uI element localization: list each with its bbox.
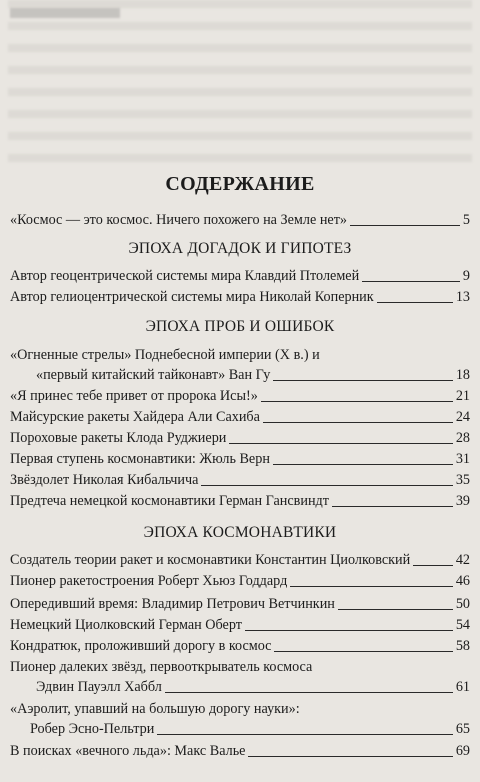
entry-page: 18: [455, 367, 470, 383]
toc-entry: [10, 470, 470, 490]
section-heading: ЭПОХА ПРОБ И ОШИБОК: [145, 318, 335, 335]
entry-text: Пионер ракетостроения Роберт Хьюз Годдард: [10, 573, 288, 589]
dot-leader: [274, 651, 452, 652]
dot-leader: [201, 485, 452, 486]
toc-entry: [10, 699, 470, 739]
toc-title: СОДЕРЖАНИЕ: [165, 173, 315, 195]
entry-text-continued: Робер Эсно-Пельтри: [30, 721, 155, 737]
entry-text: «Огненные стрелы» Поднебесной империи (X в.) и: [10, 347, 320, 363]
section-heading: ЭПОХА ДОГАДОК И ГИПОТЕЗ: [128, 240, 352, 257]
entry-text-continued: Эдвин Пауэлл Хаббл: [36, 679, 162, 695]
toc-entry: [10, 345, 470, 385]
toc-entry: [10, 287, 470, 307]
entry-text: Пионер далеких звёзд, первооткрыватель космоса: [10, 659, 313, 675]
entry-text: Предтеча немецкой космонавтики Герман Гансвиндт: [10, 493, 329, 509]
entry-page: 39: [455, 493, 470, 509]
entry-page: 54: [455, 617, 470, 633]
toc-entry: [10, 428, 470, 448]
entry-page: 61: [455, 679, 470, 695]
dot-leader: [377, 302, 453, 303]
toc-entry: [10, 615, 470, 635]
dot-leader: [362, 281, 460, 282]
toc-entry: [10, 657, 470, 697]
entry-page: 31: [455, 451, 470, 467]
toc-entry: [10, 407, 470, 427]
entry-text: Немецкий Циолковский Герман Оберт: [10, 617, 242, 633]
dot-leader: [332, 506, 453, 507]
entry-page: 65: [455, 721, 470, 737]
dot-leader: [413, 565, 453, 566]
entry-page: 13: [455, 289, 470, 305]
entry-text: «Аэролит, упавший на большую дорогу науки»:: [10, 701, 300, 717]
entry-text: Опередивший время: Владимир Петрович Ветчинкин: [10, 596, 335, 612]
entry-text: Первая ступень космонавтики: Жюль Верн: [10, 451, 270, 467]
entry-text: Создатель теории ракет и космонавтики Константин Циолковский: [10, 552, 411, 568]
dot-leader: [338, 609, 453, 610]
entry-page: 46: [455, 573, 470, 589]
entry-page: 5: [462, 212, 470, 228]
entry-text: Автор гелиоцентрической системы мира Николай Коперник: [10, 289, 374, 305]
entry-page: 50: [455, 596, 470, 612]
section-heading: ЭПОХА КОСМОНАВТИКИ: [143, 524, 337, 541]
entry-page: 42: [455, 552, 470, 568]
dot-leader: [165, 692, 453, 693]
entry-page: 9: [462, 268, 470, 284]
entry-page: 21: [455, 388, 470, 404]
toc-entry: [10, 571, 470, 591]
dot-leader: [229, 443, 452, 444]
entry-text: В поисках «вечного льда»: Макс Валье: [10, 743, 246, 759]
entry-text: Автор геоцентрической системы мира Клавдий Птолемей: [10, 268, 360, 284]
entry-text: Звёздолет Николая Кибальчича: [10, 472, 199, 488]
toc-entry: [10, 266, 470, 286]
entry-page: 35: [455, 472, 470, 488]
entry-page: 58: [455, 638, 470, 654]
entry-text-continued: «первый китайский тайконавт» Ван Гу: [36, 367, 271, 383]
dot-leader: [350, 225, 460, 226]
entry-page: 28: [455, 430, 470, 446]
entry-text: Кондратюк, проложивший дорогу в космос: [10, 638, 272, 654]
toc-entry: [10, 741, 470, 761]
dot-leader: [261, 401, 453, 402]
dot-leader: [245, 630, 453, 631]
toc-entry: [10, 491, 470, 511]
entry-text: «Космос — это космос. Ничего похожего на Земле нет»: [10, 212, 348, 228]
dot-leader: [248, 756, 452, 757]
toc-entry: [10, 550, 470, 570]
dot-leader: [290, 586, 453, 587]
toc-entry: [10, 449, 470, 469]
dot-leader: [263, 422, 453, 423]
entry-text: «Я принес тебе привет от пророка Исы!»: [10, 388, 258, 404]
dot-leader: [157, 734, 453, 735]
entry-text: Пороховые ракеты Клода Руджиери: [10, 430, 227, 446]
toc-entry-intro: [10, 210, 470, 230]
dot-leader: [273, 464, 453, 465]
entry-text: Майсурские ракеты Хайдера Али Сахиба: [10, 409, 260, 425]
toc-entry: [10, 594, 470, 614]
entry-page: 69: [455, 743, 470, 759]
dot-leader: [273, 380, 452, 381]
entry-page: 24: [455, 409, 470, 425]
toc-entry: [10, 636, 470, 656]
toc-entry: [10, 386, 470, 406]
